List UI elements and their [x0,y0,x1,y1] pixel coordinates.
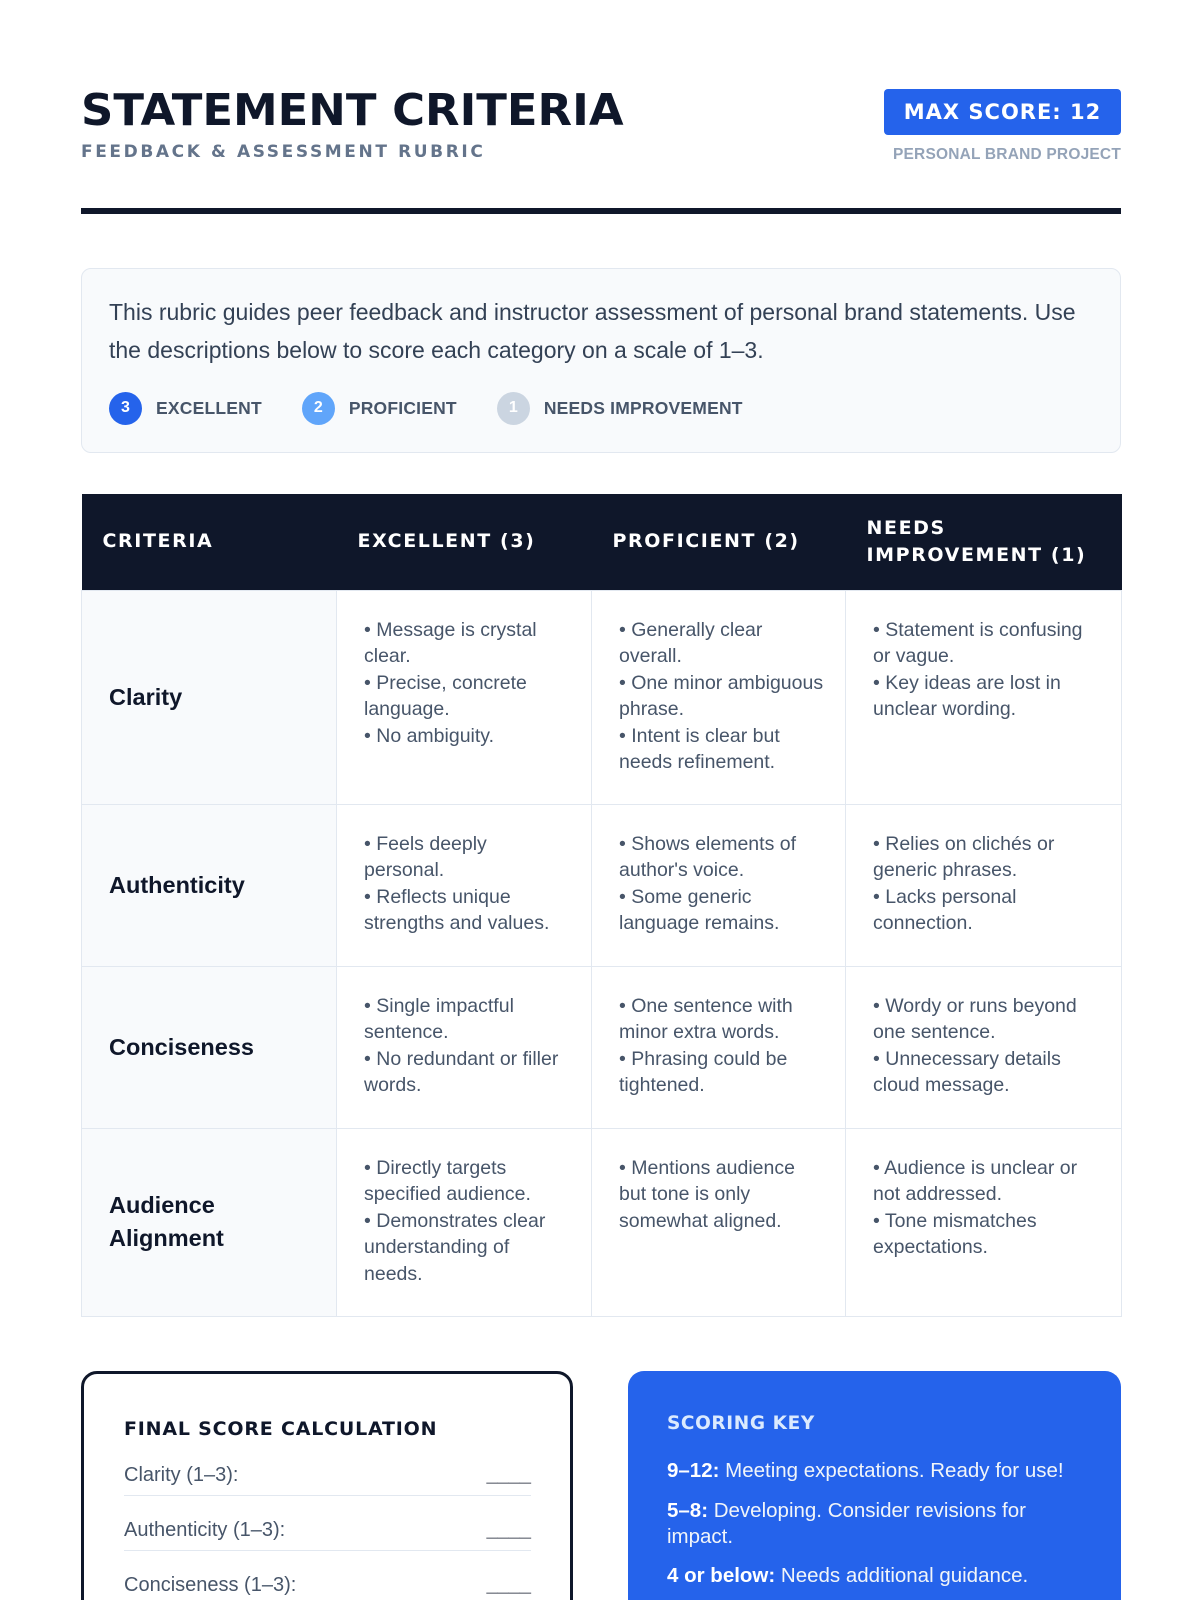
page-subtitle: FEEDBACK & ASSESSMENT RUBRIC [81,142,486,162]
descriptor-line: • Statement is confusing or vague. [873,618,1083,667]
calc-title: FINAL SCORE CALCULATION [124,1418,438,1440]
score-range-text: Needs additional guidance. [775,1564,1029,1587]
descriptor-line: • Intent is clear but needs refinement. [619,724,780,773]
excellent-cell [337,966,592,1128]
page-title: STATEMENT CRITERIA [81,85,624,136]
project-name: PERSONAL BRAND PROJECT [892,146,1121,163]
excellent-cell [337,590,592,804]
intro-box [81,268,1121,453]
header-divider [81,208,1121,214]
descriptor-line: • Some generic language remains. [619,885,780,934]
proficient-cell [592,804,846,966]
criteria-cell: Conciseness [82,966,337,1128]
descriptor-line: • Phrasing could be tightened. [619,1047,788,1096]
table-row [82,966,1122,1128]
calc-row-clarity [124,1462,531,1496]
descriptor-line: • Feels deeply personal. [364,832,487,881]
proficient-cell [592,966,846,1128]
score-range: 9–12: [667,1459,720,1482]
descriptor-line: • Audience is unclear or not addressed. [873,1156,1078,1205]
calc-row-authenticity [124,1517,531,1551]
legend-label: NEEDS IMPROVEMENT [543,397,743,418]
score-blank[interactable]: ____ [486,1464,531,1486]
scoring-key-title: SCORING KEY [667,1413,815,1434]
needs-improvement-cell [846,590,1122,804]
descriptor-line: • Tone mismatches expectations. [873,1209,1037,1258]
legend-item-proficient [302,392,457,425]
scoring-key-item [667,1563,1087,1589]
score-blank[interactable]: ____ [486,1519,531,1541]
calc-label: Clarity (1–3): [124,1464,239,1486]
criteria-cell: Clarity [82,590,337,804]
criteria-cell: Audience Alignment [82,1128,337,1316]
score-2-dot: 2 [302,392,335,425]
descriptor-line: • Key ideas are lost in unclear wording. [873,671,1061,720]
needs-improvement-cell [846,966,1122,1128]
column-header-proficient: PROFICIENT (2) [592,494,846,590]
proficient-cell [592,1128,846,1316]
descriptor-line: • Relies on clichés or generic phrases. [873,832,1055,881]
descriptor-line: • Generally clear overall. [619,618,763,667]
criteria-cell: Authenticity [82,804,337,966]
descriptor-line: • No ambiguity. [364,724,495,747]
legend-label: PROFICIENT [348,397,457,418]
descriptor-line: • Reflects unique strengths and values. [364,885,550,934]
score-range-text: Meeting expectations. Ready for use! [719,1459,1064,1482]
score-1-dot: 1 [497,392,530,425]
legend-label: EXCELLENT [156,397,262,418]
table-row [82,590,1122,804]
legend-item-needs-improvement [497,392,743,425]
descriptor-line: • Precise, concrete language. [364,671,527,720]
scoring-key [628,1371,1121,1600]
final-score-calculation [81,1371,573,1600]
descriptor-line: • Shows elements of author's voice. [619,832,796,881]
needs-improvement-cell [846,804,1122,966]
calc-row-conciseness [124,1572,531,1600]
descriptor-line: • No redundant or filler words. [364,1047,559,1096]
score-range: 5–8: [667,1499,709,1522]
descriptor-line: • Demonstrates clear understanding of needs. [364,1209,546,1285]
excellent-cell [337,1128,592,1316]
excellent-cell [337,804,592,966]
descriptor-line: • Wordy or runs beyond one sentence. [873,994,1077,1043]
proficient-cell [592,590,846,804]
descriptor-line: • Single impactful sentence. [364,994,514,1043]
descriptor-line: • One sentence with minor extra words. [619,994,793,1043]
calc-label: Authenticity (1–3): [124,1519,286,1541]
score-3-dot: 3 [109,392,142,425]
descriptor-line: • Directly targets specified audience. [364,1156,531,1205]
score-range: 4 or below: [667,1564,776,1587]
max-score-badge: MAX SCORE: 12 [884,89,1121,135]
score-blank[interactable]: ____ [486,1574,531,1596]
column-header-excellent: EXCELLENT (3) [337,494,592,590]
score-legend [109,391,783,425]
scoring-key-item [667,1498,1087,1550]
descriptor-line: • Mentions audience but tone is only somewhat aligned. [619,1156,795,1232]
descriptor-line: • Unnecessary details cloud message. [873,1047,1061,1096]
descriptor-line: • Message is crystal clear. [364,618,537,667]
legend-item-excellent [109,392,262,425]
needs-improvement-cell [846,1128,1122,1316]
column-header-needs-improvement: NEEDS IMPROVEMENT (1) [846,494,1122,590]
intro-text: This rubric guides peer feedback and instructor assessment of personal brand statements. Use the descriptions below to score each category on a scale of 1–3. [109,299,1076,363]
score-range-text: Developing. Consider revisions for impact. [667,1499,1026,1548]
page-header [81,84,1121,214]
column-header-criteria: CRITERIA [82,494,337,590]
table-row [82,804,1122,966]
descriptor-line: • One minor ambiguous phrase. [619,671,824,720]
calc-label: Conciseness (1–3): [124,1574,297,1596]
table-row [82,1128,1122,1316]
scoring-key-item [667,1458,1087,1484]
rubric-table [81,494,1122,1317]
table-header-row [82,494,1122,590]
descriptor-line: • Lacks personal connection. [873,885,1017,934]
